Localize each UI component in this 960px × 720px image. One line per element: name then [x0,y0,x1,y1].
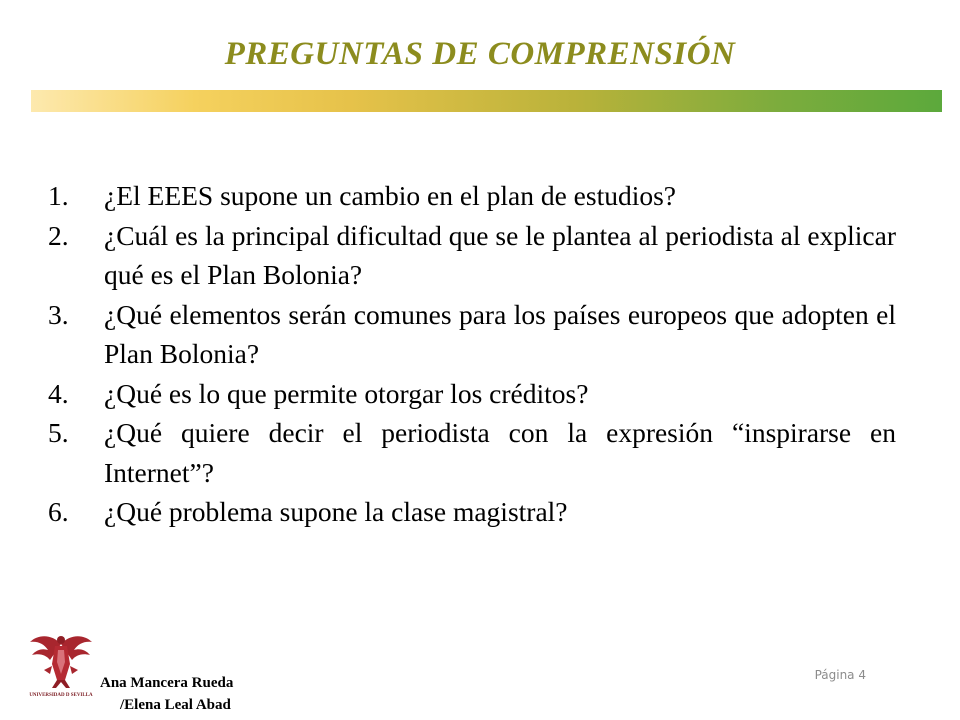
question-text: ¿Cuál es la principal dificultad que se le plantea al periodista al explicar qué es el Plan Bolonia? [104,219,896,290]
logo-text: UNIVERSIDAD D SEVILLA [29,693,93,698]
question-item [48,413,896,492]
author-credit [100,672,233,716]
question-text: ¿Qué quiere decir el periodista con la expresión “inspirarse en Internet”? [104,417,896,488]
question-number: 2. [48,219,69,251]
question-item [48,492,896,532]
question-text: ¿Qué elementos serán comunes para los países europeos que adopten el Plan Bolonia? [104,298,896,369]
question-number: 6. [48,496,69,527]
question-number: 3. [48,298,69,330]
author-line-2: /Elena Leal Abad [120,697,231,713]
author-line-1: Ana Mancera Rueda [100,675,234,691]
question-number: 4. [48,377,69,409]
question-number: 5. [48,417,69,448]
university-seal-logo [28,630,94,702]
question-text: ¿Qué es lo que permite otorgar los créditos? [104,377,589,409]
question-text: ¿Qué problema supone la clase magistral? [104,496,568,527]
question-item [48,295,896,374]
question-item [48,216,896,295]
question-item [48,176,896,216]
question-list [48,176,896,532]
page-number: Página 4 [814,668,866,682]
slide-title: PREGUNTAS DE COMPRENSIÓN [224,36,736,72]
title-gradient-bar [31,90,942,112]
question-item [48,374,896,414]
question-number: 1. [48,180,69,211]
question-text: ¿El EEES supone un cambio en el plan de estudios? [104,180,677,211]
